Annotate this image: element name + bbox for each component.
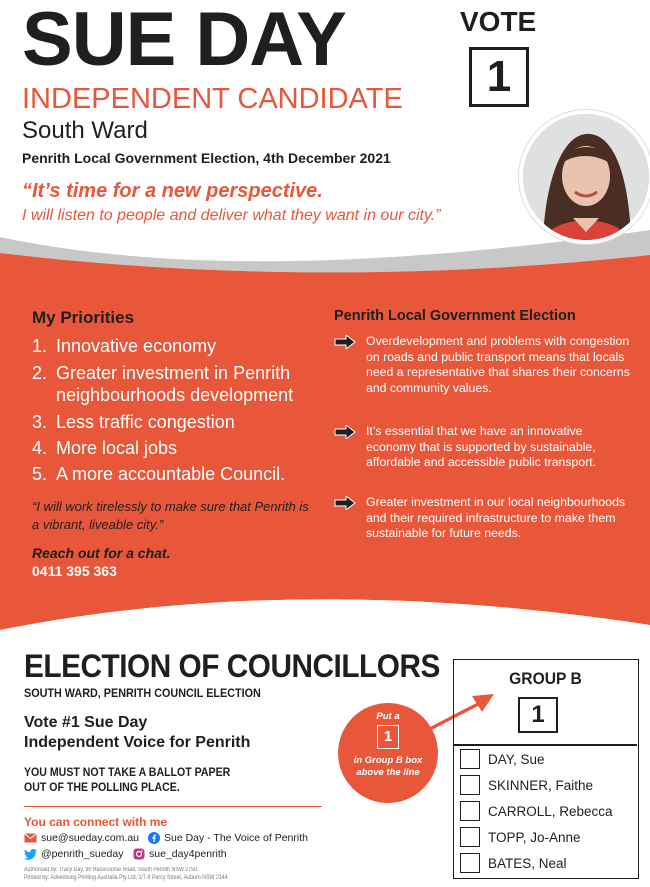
councillors-title: ELECTION OF COUNCILLORS: [24, 648, 440, 684]
plge-point: It’s essential that we have an innovative economy that is supported by sustainable, affordable and accessible public transport.: [334, 424, 634, 471]
candidate-checkbox: [460, 749, 480, 769]
plge-title: Penrith Local Government Election: [334, 308, 576, 324]
vote-instruction: Vote #1 Sue Day Independent Voice for Penrith: [24, 714, 251, 751]
ballot-divider: [454, 744, 637, 746]
group-label: GROUP B: [509, 669, 582, 688]
candidate-row: SKINNER, Faithe: [460, 775, 593, 795]
candidate-row: CARROLL, Rebecca: [460, 801, 613, 821]
priorities-list: [32, 333, 322, 487]
facebook-contact[interactable]: Sue Day - The Voice of Penrith: [148, 832, 308, 844]
divider: [24, 806, 322, 807]
priorities-quote: “I will work tirelessly to make sure that Penrith is a vibrant, liveable city.”: [32, 499, 309, 532]
instruction-badge: Put a 1 in Group B box above the line: [338, 703, 438, 803]
vote-number-box: 1: [469, 47, 529, 107]
facebook-icon: [148, 832, 160, 844]
priority-item: 3. Less traffic congestion: [32, 412, 235, 432]
instagram-icon: [133, 848, 145, 860]
candidate-name: SUE DAY: [22, 0, 346, 82]
authorisation-text: Authorised by: Tracy Day, 90 Racecourse Road, South Penrith NSW 2750. Printed by: Advertising Printing Australia Pty Ltd, 1/7-9 Percy Street, Auburn NSW 2144: [24, 867, 228, 881]
quote-line-2: I will listen to people and deliver what they want in our city.”: [22, 207, 441, 224]
candidate-row: DAY, Sue: [460, 749, 545, 769]
plge-point: Greater investment in our local neighbourhoods and their required infrastructure to make them sustainable for future needs.: [334, 495, 634, 542]
connect-title: You can connect with me: [24, 815, 168, 829]
councillors-subtitle: SOUTH WARD, PENRITH COUNCIL ELECTION: [24, 686, 261, 700]
candidate-checkbox: [460, 853, 480, 873]
candidate-checkbox: [460, 775, 480, 795]
arrow-icon: [334, 424, 366, 471]
quote-line-1: “It’s time for a new perspective.: [22, 180, 323, 202]
priorities-title: My Priorities: [32, 308, 135, 327]
group-vote-box: 1: [518, 697, 558, 733]
twitter-icon: [24, 849, 37, 860]
instagram-contact[interactable]: sue_day4penrith: [133, 848, 227, 860]
candidate-subtitle: INDEPENDENT CANDIDATE: [22, 83, 403, 115]
reach-out-text: Reach out for a chat.: [32, 545, 171, 561]
candidate-row: TOPP, Jo-Anne: [460, 827, 581, 847]
twitter-contact[interactable]: @penrith_sueday: [24, 848, 123, 860]
election-date: Penrith Local Government Election, 4th December 2021: [22, 150, 391, 166]
phone-number[interactable]: 0411 395 363: [32, 563, 117, 579]
priority-item: 2. Greater investment in Penrith neighbourhoods development: [32, 363, 294, 405]
ballot-warning: YOU MUST NOT TAKE A BALLOT PAPER OUT OF THE POLLING PLACE.: [24, 767, 231, 794]
candidate-checkbox: [460, 801, 480, 821]
priority-item: 1. Innovative economy: [32, 336, 217, 356]
email-icon: [24, 833, 37, 843]
priority-item: 5. A more accountable Council.: [32, 464, 286, 484]
plge-point: Overdevelopment and problems with congestion on roads and public transport means that locals need a representative that shares their concerns and community values.: [334, 334, 634, 396]
priority-item: 4. More local jobs: [32, 438, 178, 458]
vote-label: VOTE: [460, 6, 537, 37]
candidate-row: BATES, Neal: [460, 853, 567, 873]
badge-number-box: 1: [377, 725, 399, 749]
arrow-icon: [334, 334, 366, 396]
email-contact[interactable]: sue@sueday.com.au: [24, 832, 139, 844]
candidate-checkbox: [460, 827, 480, 847]
candidate-photo: [519, 110, 650, 244]
ward-name: South Ward: [22, 117, 148, 144]
ballot-paper: [453, 659, 639, 879]
arrow-icon: [334, 495, 366, 542]
